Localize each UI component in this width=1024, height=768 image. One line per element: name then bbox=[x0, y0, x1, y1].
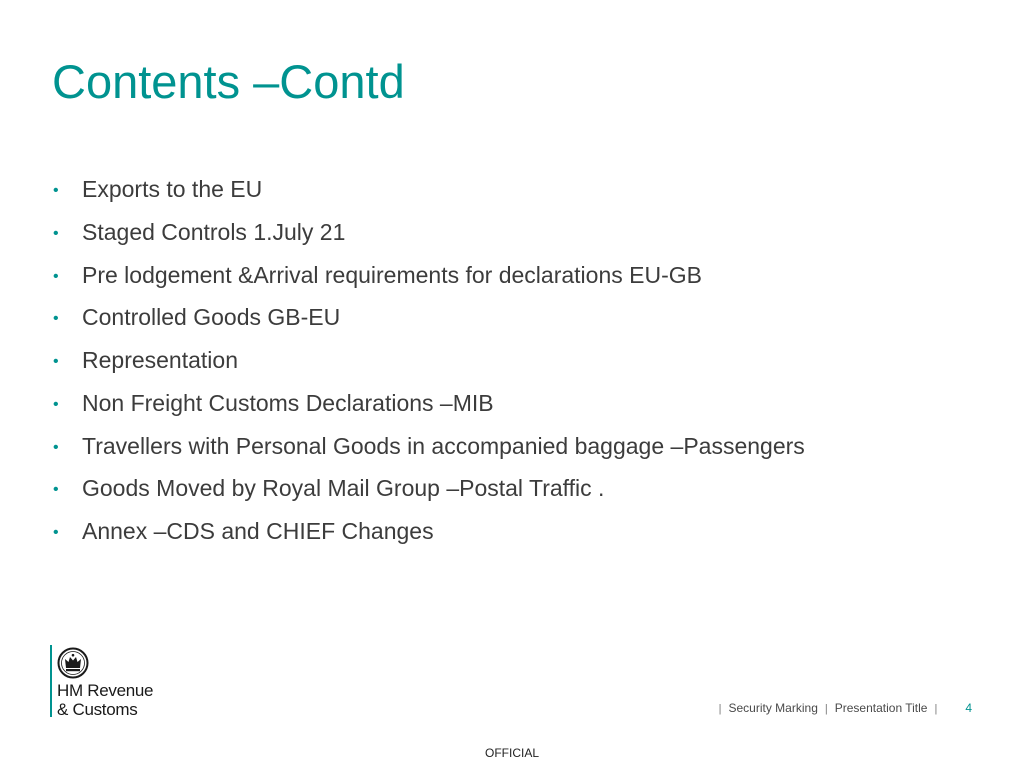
bullet-icon: • bbox=[53, 438, 59, 456]
slide-title: Contents –Contd bbox=[52, 55, 405, 108]
bullet-icon: • bbox=[53, 353, 59, 370]
list-item bbox=[50, 475, 805, 518]
list-item-text: Exports to the EU bbox=[82, 176, 263, 202]
list-item-text: Non Freight Customs Declarations –MIB bbox=[82, 389, 494, 416]
list-item bbox=[50, 347, 805, 390]
bullet-icon: • bbox=[53, 395, 59, 413]
footer-separator: | bbox=[824, 703, 828, 715]
list-item-text: Controlled Goods GB-EU bbox=[82, 304, 341, 331]
bullet-icon: • bbox=[53, 182, 59, 199]
list-item-text: Travellers with Personal Goods in accompanied baggage –Passengers bbox=[82, 432, 805, 459]
list-item bbox=[50, 176, 805, 219]
list-item-text: Representation bbox=[82, 347, 238, 373]
footer-separator: | bbox=[718, 703, 722, 715]
slide-footer bbox=[712, 701, 972, 715]
list-item bbox=[50, 219, 805, 262]
logo-accent-bar bbox=[50, 645, 52, 717]
list-item bbox=[50, 433, 805, 476]
footer-separator: | bbox=[934, 703, 938, 715]
logo-text-line1: HM Revenue bbox=[57, 681, 154, 700]
crown-crest-icon bbox=[57, 647, 89, 679]
logo-text-line2: & Customs bbox=[57, 700, 138, 719]
hmrc-logo bbox=[50, 645, 190, 717]
list-item-text: Annex –CDS and CHIEF Changes bbox=[82, 518, 434, 544]
list-item bbox=[50, 518, 805, 561]
bullet-icon: • bbox=[53, 224, 59, 242]
contents-list bbox=[50, 176, 805, 561]
list-item bbox=[50, 304, 805, 347]
bullet-icon: • bbox=[53, 524, 59, 541]
list-item-text: Staged Controls 1.July 21 bbox=[82, 218, 346, 245]
list-item-text: Pre lodgement &Arrival requirements for declarations EU-GB bbox=[82, 261, 702, 288]
classification-label: OFFICIAL bbox=[484, 746, 539, 760]
bullet-icon: • bbox=[53, 481, 59, 499]
list-item bbox=[50, 262, 805, 305]
presentation-title: Presentation Title bbox=[834, 701, 928, 715]
security-marking: Security Marking bbox=[728, 701, 818, 715]
bullet-icon: • bbox=[53, 310, 59, 328]
list-item bbox=[50, 390, 805, 433]
page-number: 4 bbox=[965, 701, 972, 715]
bullet-icon: • bbox=[53, 267, 59, 285]
list-item-text: Goods Moved by Royal Mail Group –Postal Traffic . bbox=[82, 475, 605, 502]
